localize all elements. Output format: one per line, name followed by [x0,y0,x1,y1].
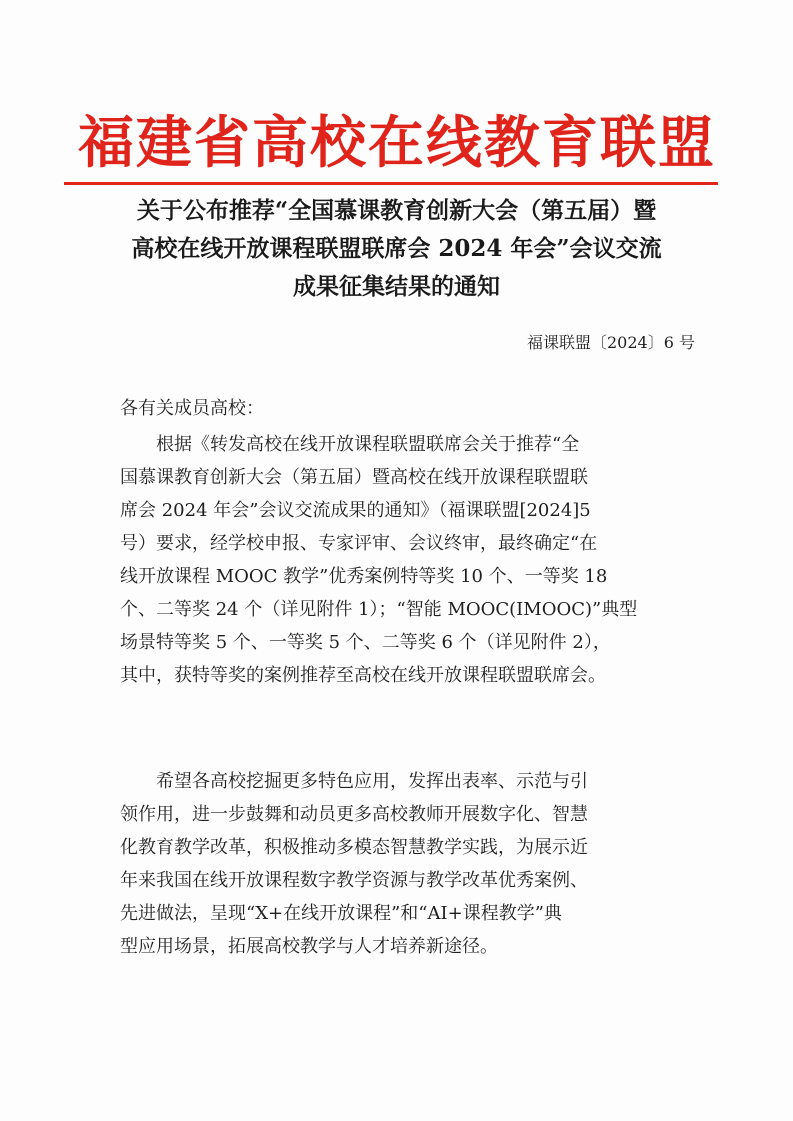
paragraph-line: 场景特等奖 5 个、一等奖 5 个、二等奖 6 个（详见附件 2）， [120,632,611,653]
paragraph-line: 领作用，进一步鼓舞和动员更多高校教师开展数字化、智慧 [120,804,588,825]
letterhead-red-rule [64,182,718,185]
paragraph-line: 个、二等奖 24 个（详见附件 1）；“智能 MOOC(IMOOC)”典型 [120,599,638,620]
paragraph-line: 号）要求，经学校申报、专家评审、会议终审，最终确定“在 [120,533,598,554]
notice-title [100,192,693,306]
paragraph-line: 其中，获特等奖的案例推荐至高校在线开放课程联盟联席会。 [120,665,606,686]
salutation: 各有关成员高校： [120,398,264,419]
paragraph-line: 化教育教学改革，积极推动多模态智慧教学实践，为展示近 [120,837,588,858]
paragraph-line: 席会 2024 年会”会议交流成果的通知》（福课联盟[2024]5 [120,500,591,521]
document-number: 福课联盟〔2024〕6 号 [527,333,695,352]
body-paragraph-1 [120,428,698,692]
paragraph-line: 先进做法，呈现“X+在线开放课程”和“AI+课程教学”典 [120,903,562,924]
paragraph-line: 希望各高校挖掘更多特色应用，发挥出表率、示范与引 [156,771,588,792]
paragraph-line: 国慕课教育创新大会（第五届）暨高校在线开放课程联盟联 [120,467,588,488]
letterhead-org-name: 福建省高校在线教育联盟 [78,110,716,176]
notice-title-line: 高校在线开放课程联盟联席会 2024 年会”会议交流 [131,235,662,262]
body-paragraph-2 [120,765,698,963]
paragraph-line: 线开放课程 MOOC 教学”优秀案例特等奖 10 个、一等奖 18 [120,566,608,587]
paragraph-line: 根据《转发高校在线开放课程联盟联席会关于推荐“全 [156,434,580,455]
paragraph-line: 年来我国在线开放课程数字教学资源与教学改革优秀案例、 [120,870,588,891]
notice-title-line: 成果征集结果的通知 [293,273,500,300]
notice-title-line: 关于公布推荐“全国慕课教育创新大会（第五届）暨 [136,197,657,224]
paragraph-line: 型应用场景，拓展高校教学与人才培养新途径。 [120,936,498,957]
